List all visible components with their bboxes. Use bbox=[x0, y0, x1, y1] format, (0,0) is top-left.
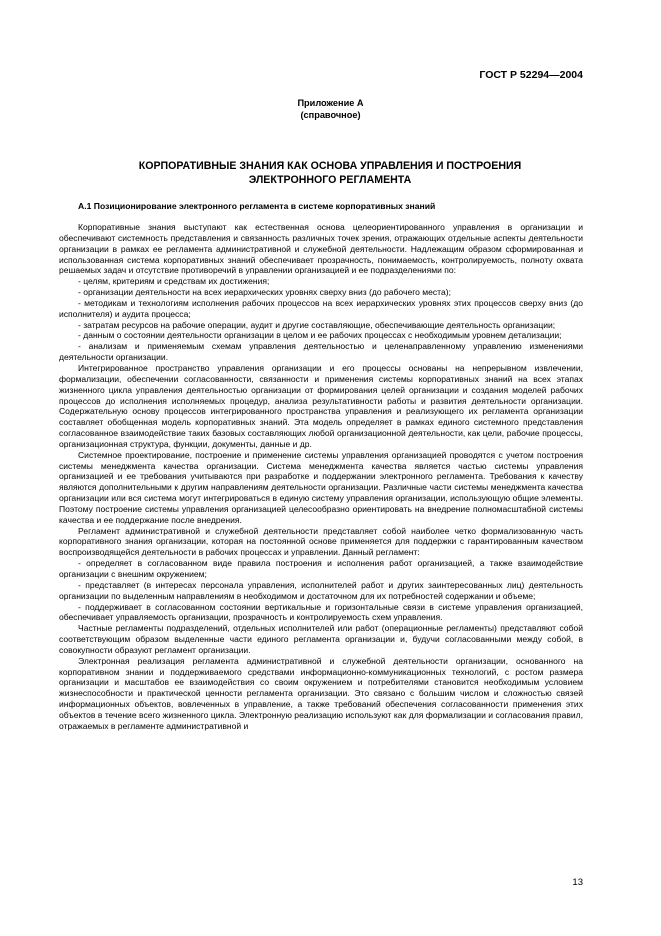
paragraph-intro: Корпоративные знания выступают как естественная основа целеориентированного управления в организации и обеспечивают системность представления и связанность различных точек зрения, отражающих отдельные аспекты деятельности организации в рамках ее регламента административной и служебной деятельности. Надлежащим образом сформированная и использованная система корпоративных знаний обеспечивает прозрачность, понимаемость, контролируемость, полноту охвата решаемых задач и отсутствие противоречий в управлении организацией и ее подразделениями по: bbox=[59, 222, 583, 276]
list-item: - определяет в согласованном виде правила построения и исполнения работ организацией, а также взаимодействие организации с внешним окружением; bbox=[59, 558, 583, 579]
list-item: - данным о состоянии деятельности организации в целом и ее рабочих процессах с необходимым уровнем детализации; bbox=[78, 330, 562, 341]
annex-heading bbox=[0, 98, 661, 121]
paragraph: Регламент административной и служебной деятельности представляет собой наиболее четко формализованную часть корпоративного знания организации, которая на постоянной основе применяется для поддержки с гарантированным качеством воспроизводящейся деятельности в рабочих процессах и управлении. Данный регламент: bbox=[59, 525, 583, 558]
paragraph: Интегрированное пространство управления организации и его процессы основаны на непрерывном извлечении, формализации, обеспечении согласованности, связанности и применения системы корпоративных знаний на всех этапах жизненного цикла управления деятельностью организации от формирования целей организации и создания моделей рабочих процессов до исполнения исполняемых процедур, анализа результативности работы и развития деятельности организации. Содержательную основу процессов интегрированного пространства управления и реализующего их регламента организации составляет обобщенная модель корпоративных знаний. Эта модель определяет в рамках единого системного представления согласованное взаимодействие таких базовых составляющих любой организационной деятельности, как цели, рабочие процессы, организационная структура, функции, документы, данные и др. bbox=[59, 362, 583, 449]
paragraph: Частные регламенты подразделений, отдельных исполнителей или работ (операционные регламенты) представляют собой соответствующим образом выделенные части единого регламента организации и, будучи согласованными между собой, в совокупности образуют регламент организации. bbox=[59, 623, 583, 655]
list-item: - анализам и применяемым схемам управления деятельностью и целенаправленному управлению изменениями деятельности организации. bbox=[59, 341, 583, 363]
page-number: 13 bbox=[572, 877, 583, 888]
document-code: ГОСТ Р 52294—2004 bbox=[479, 69, 583, 81]
paragraph: Системное проектирование, построение и применение системы управления организацией проводятся с учетом построения системы менеджмента качества организации. Система менеджмента качества является частью системы управления организацией и ее требования учитываются при разработке и поддержании электронного регламента. Требования к качеству являются дополнительными к другим направлениям деятельности организации. Различные части системы менеджмента качества организации или вся система могут интегрироваться в единую систему управления организации, использующую общие элементы. Поэтому построение системы управления организацией целесообразно ориентировать на внедрение полномасштабной системы качества и ее поддержание после внедрения. bbox=[59, 449, 583, 525]
annex-subtitle: (справочное) bbox=[300, 109, 361, 120]
list-item: - затратам ресурсов на рабочие операции, аудит и другие составляющие, обеспечивающие деятельность организации; bbox=[78, 319, 556, 330]
main-title bbox=[60, 160, 600, 187]
main-title-line-1: КОРПОРАТИВНЫЕ ЗНАНИЯ КАК ОСНОВА УПРАВЛЕНИЯ И ПОСТРОЕНИЯ bbox=[138, 160, 522, 172]
annex-title: Приложение А bbox=[297, 98, 364, 108]
section-title: А.1 Позиционирование электронного регламента в системе корпоративных знаний bbox=[78, 201, 436, 211]
body-text bbox=[59, 222, 583, 732]
list-item: - поддерживает в согласованном состоянии вертикальные и горизонтальные связи в системе управления организацией, обеспечивает управляемость организации, прозрачность и контролируемость схем управления. bbox=[59, 601, 583, 623]
list-item: - представляет (в интересах персонала управления, исполнителей работ и других заинтересованных лиц) деятельность организации по выделенным направлениям в необходимом и достаточном для их потребностей содержании и объеме; bbox=[59, 579, 583, 601]
main-title-line-2: ЭЛЕКТРОННОГО РЕГЛАМЕНТА bbox=[248, 173, 412, 186]
paragraph: Электронная реализация регламента административной и служебной деятельности организации, основанного на корпоративном знании и поддерживаемого средствами информационно-коммуникационных технологий, с ростом размера организации и масштабов ее взаимодействия со своим окружением и потребителями становится необходимым условием жизнеспособности и практической ценности регламента организации. Это связано с большим числом и сложностью связей информационных объектов, вовлеченных в управление, а также требований обеспечения согласованности применения этих объектов в течение всего жизненного цикла. Электронную реализацию используют как для формализации и согласования правил, отражаемых в регламенте административной и bbox=[59, 655, 583, 731]
list-item: - методикам и технологиям исполнения рабочих процессов на всех иерархических уровнях этих процессов сверху вниз (до исполнителя) и аудита процесса; bbox=[59, 297, 583, 319]
list-item: - организации деятельности на всех иерархических уровнях сверху вниз (до рабочего места); bbox=[78, 287, 451, 298]
list-item: - целям, критериям и средствам их достижения; bbox=[78, 276, 270, 287]
